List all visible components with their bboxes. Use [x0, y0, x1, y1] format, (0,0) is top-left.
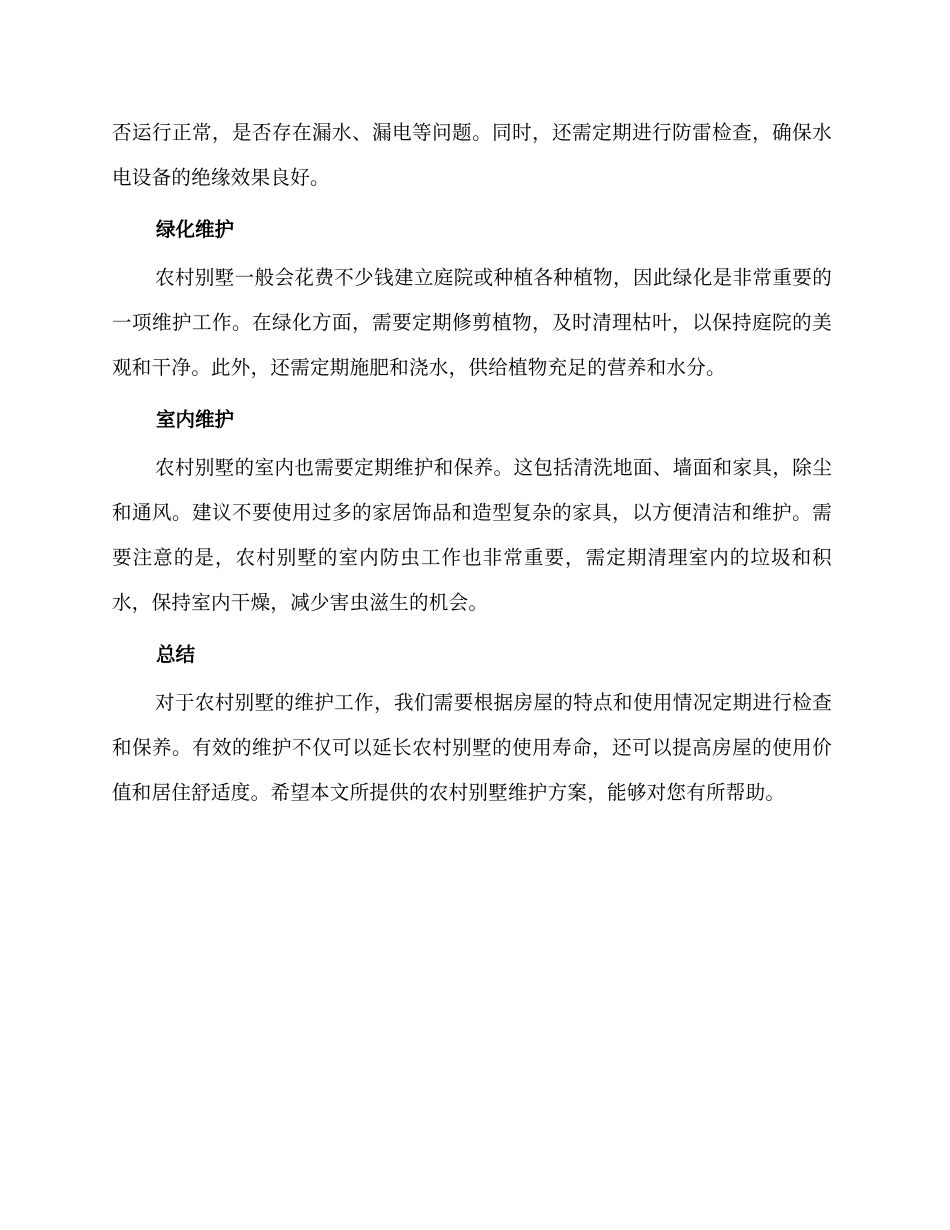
section-paragraph-indoor: 农村别墅的室内也需要定期维护和保养。这包括清洗地面、墙面和家具，除尘和通风。建议不要使用过多的家居饰品和造型复杂的家具，以方便清洁和维护。需要注意的是，农村别墅的室内防虫工作也非常重要，需定期清理室内的垃圾和积水，保持室内干燥，减少害虫滋生的机会。	[112, 456, 832, 614]
intro-paragraph: 否运行正常，是否存在漏水、漏电等问题。同时，还需定期进行防雷检查，确保水电设备的绝缘效果良好。	[112, 121, 832, 189]
section-heading-summary: 总结	[156, 643, 196, 666]
section-paragraph-greening: 农村别墅一般会花费不少钱建立庭院或种植各种植物，因此绿化是非常重要的一项维护工作。在绿化方面，需要定期修剪植物，及时清理枯叶，以保持庭院的美观和干净。此外，还需定期施肥和浇水，供给植物充足的营养和水分。	[112, 266, 832, 379]
section-heading-indoor: 室内维护	[156, 408, 235, 431]
spacer	[112, 200, 832, 205]
spacer	[112, 390, 832, 395]
section-heading-greening: 绿化维护	[156, 218, 235, 241]
section-paragraph-summary: 对于农村别墅的维护工作，我们需要根据房屋的特点和使用情况定期进行检查和保养。有效的维护不仅可以延长农村别墅的使用寿命，还可以提高房屋的使用价值和居住舒适度。希望本文所提供的农村别墅维护方案，能够对您有所帮助。	[112, 691, 832, 804]
spacer	[112, 625, 832, 630]
document-page	[112, 110, 832, 815]
